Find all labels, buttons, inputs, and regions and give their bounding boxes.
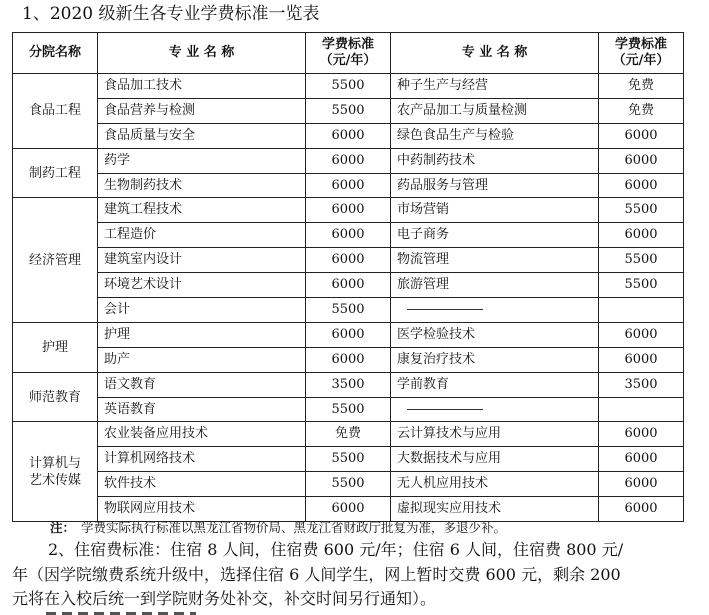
note-text: 学费实际执行标准以黑龙江省物价局、黑龙江省财政厅批复为准，多退少补。 bbox=[81, 520, 507, 535]
department-cell bbox=[13, 422, 98, 522]
table-row bbox=[13, 322, 684, 347]
fee-left: 6000 bbox=[306, 223, 391, 248]
tuition-table bbox=[12, 32, 684, 522]
fee-left: 免费 bbox=[306, 422, 391, 447]
empty-dash bbox=[407, 409, 483, 410]
major-name-left: 食品营养与检测 bbox=[98, 98, 306, 123]
table-row bbox=[13, 397, 684, 422]
fee-right: 6000 bbox=[599, 422, 684, 447]
fee-left: 5500 bbox=[306, 447, 391, 472]
fee-right bbox=[599, 298, 684, 323]
table-row bbox=[13, 447, 684, 472]
major-name-right: 大数据技术与应用 bbox=[391, 447, 599, 472]
major-name-right: 绿色食品生产与检验 bbox=[391, 123, 599, 148]
header-department: 分院名称 bbox=[13, 33, 98, 74]
major-name-left: 生物制药技术 bbox=[98, 173, 306, 198]
accommodation-paragraph bbox=[12, 538, 692, 612]
fee-right: 6000 bbox=[599, 173, 684, 198]
fee-right: 6000 bbox=[599, 472, 684, 497]
fee-right: 免费 bbox=[599, 74, 684, 99]
major-name-left: 英语教育 bbox=[98, 397, 306, 422]
paragraph-line-1: 2、住宿费标准：住宿 8 人间，住宿费 600 元/年；住宿 6 人间，住宿费 800 元/ bbox=[48, 540, 624, 559]
header-fee-right bbox=[599, 33, 684, 74]
major-name-right: 种子生产与经营 bbox=[391, 74, 599, 99]
department-cell: 经济管理 bbox=[13, 198, 98, 322]
table-body bbox=[13, 74, 684, 522]
header-fee-line2: （元/年） bbox=[612, 53, 670, 68]
table-row bbox=[13, 74, 684, 99]
fee-left: 6000 bbox=[306, 347, 391, 372]
fee-right: 5500 bbox=[599, 198, 684, 223]
fee-left: 6000 bbox=[306, 497, 391, 522]
table-row bbox=[13, 173, 684, 198]
major-name-right: 医学检验技术 bbox=[391, 322, 599, 347]
cropped-next-line bbox=[12, 608, 212, 615]
table-row bbox=[13, 98, 684, 123]
major-name-right: 学前教育 bbox=[391, 372, 599, 397]
major-name-left: 计算机网络技术 bbox=[98, 447, 306, 472]
table-row bbox=[13, 347, 684, 372]
major-name-right: 市场营销 bbox=[391, 198, 599, 223]
department-name-line: 计算机与 bbox=[28, 455, 81, 471]
major-name-right: 物流管理 bbox=[391, 248, 599, 273]
fee-right: 6000 bbox=[599, 322, 684, 347]
major-name-right: 旅游管理 bbox=[391, 273, 599, 298]
fee-left: 6000 bbox=[306, 248, 391, 273]
major-name-left: 护理 bbox=[98, 322, 306, 347]
table-row bbox=[13, 123, 684, 148]
major-name-right: 农产品加工与质量检测 bbox=[391, 98, 599, 123]
major-name-right: 云计算技术与应用 bbox=[391, 422, 599, 447]
major-name-left: 建筑工程技术 bbox=[98, 198, 306, 223]
fee-left: 6000 bbox=[306, 123, 391, 148]
department-cell: 师范教育 bbox=[13, 372, 98, 422]
table-row bbox=[13, 472, 684, 497]
major-name-left: 语文教育 bbox=[98, 372, 306, 397]
major-name-left: 软件技术 bbox=[98, 472, 306, 497]
major-name-left: 物联网应用技术 bbox=[98, 497, 306, 522]
fee-left: 6000 bbox=[306, 173, 391, 198]
fee-left: 6000 bbox=[306, 198, 391, 223]
major-name-left: 药学 bbox=[98, 148, 306, 173]
page-title: 1、2020 级新生各专业学费标准一览表 bbox=[22, 4, 320, 24]
note-label: 注： bbox=[50, 520, 76, 535]
paragraph-line-3: 元将在入校后统一到学院财务处补交，补交时间另行通知）。 bbox=[12, 589, 437, 608]
table-row bbox=[13, 148, 684, 173]
major-name-left: 食品加工技术 bbox=[98, 74, 306, 99]
table-note bbox=[50, 519, 506, 537]
fee-right: 6000 bbox=[599, 347, 684, 372]
header-major-right: 专 业 名 称 bbox=[391, 33, 599, 74]
table-row bbox=[13, 422, 684, 447]
department-cell: 制药工程 bbox=[13, 148, 98, 198]
major-name-left: 建筑室内设计 bbox=[98, 248, 306, 273]
header-fee-left bbox=[306, 33, 391, 74]
table-row bbox=[13, 198, 684, 223]
fee-left: 6000 bbox=[306, 148, 391, 173]
department-cell: 食品工程 bbox=[13, 74, 98, 149]
major-name-left: 农业装备应用技术 bbox=[98, 422, 306, 447]
major-name-right: 康复治疗技术 bbox=[391, 347, 599, 372]
paragraph-line-2: 年（因学院缴费系统升级中，选择住宿 6 人间学生，网上暂时交费 600 元，剩余 200 bbox=[12, 564, 621, 584]
fee-left: 6000 bbox=[306, 273, 391, 298]
header-fee-line2: （元/年） bbox=[319, 53, 377, 68]
fee-left: 5500 bbox=[306, 98, 391, 123]
major-name-right: 无人机应用技术 bbox=[391, 472, 599, 497]
major-name-left: 环境艺术设计 bbox=[98, 273, 306, 298]
fee-right: 6000 bbox=[599, 447, 684, 472]
major-name-left: 助产 bbox=[98, 347, 306, 372]
header-fee-line1: 学费标准 bbox=[321, 37, 374, 52]
fee-right: 6000 bbox=[599, 148, 684, 173]
department-name-line: 艺术传媒 bbox=[28, 472, 81, 488]
table-header-row bbox=[13, 33, 684, 74]
major-name-right: 中药制药技术 bbox=[391, 148, 599, 173]
fee-left: 3500 bbox=[306, 372, 391, 397]
fee-left: 6000 bbox=[306, 322, 391, 347]
fee-right: 免费 bbox=[599, 98, 684, 123]
header-fee-line1: 学费标准 bbox=[614, 37, 667, 52]
fee-right: 6000 bbox=[599, 497, 684, 522]
fee-right: 3500 bbox=[599, 372, 684, 397]
major-name-right: 药品服务与管理 bbox=[391, 173, 599, 198]
major-name-right: 虚拟现实应用技术 bbox=[391, 497, 599, 522]
fee-right: 5500 bbox=[599, 248, 684, 273]
fee-left: 5500 bbox=[306, 397, 391, 422]
header-major-left: 专 业 名 称 bbox=[98, 33, 306, 74]
major-name-right bbox=[391, 298, 599, 323]
table-row bbox=[13, 298, 684, 323]
fee-left: 5500 bbox=[306, 74, 391, 99]
fee-left: 5500 bbox=[306, 298, 391, 323]
empty-dash bbox=[407, 309, 483, 310]
table-row bbox=[13, 248, 684, 273]
major-name-left: 会计 bbox=[98, 298, 306, 323]
table-row bbox=[13, 372, 684, 397]
fee-right: 6000 bbox=[599, 223, 684, 248]
fee-right: 5500 bbox=[599, 273, 684, 298]
fee-left: 5500 bbox=[306, 472, 391, 497]
fee-right: 6000 bbox=[599, 123, 684, 148]
major-name-left: 食品质量与安全 bbox=[98, 123, 306, 148]
department-cell: 护理 bbox=[13, 322, 98, 372]
table-row bbox=[13, 497, 684, 522]
major-name-right: 电子商务 bbox=[391, 223, 599, 248]
fee-right bbox=[599, 397, 684, 422]
table-row bbox=[13, 223, 684, 248]
major-name-left: 工程造价 bbox=[98, 223, 306, 248]
table-row bbox=[13, 273, 684, 298]
major-name-right bbox=[391, 397, 599, 422]
